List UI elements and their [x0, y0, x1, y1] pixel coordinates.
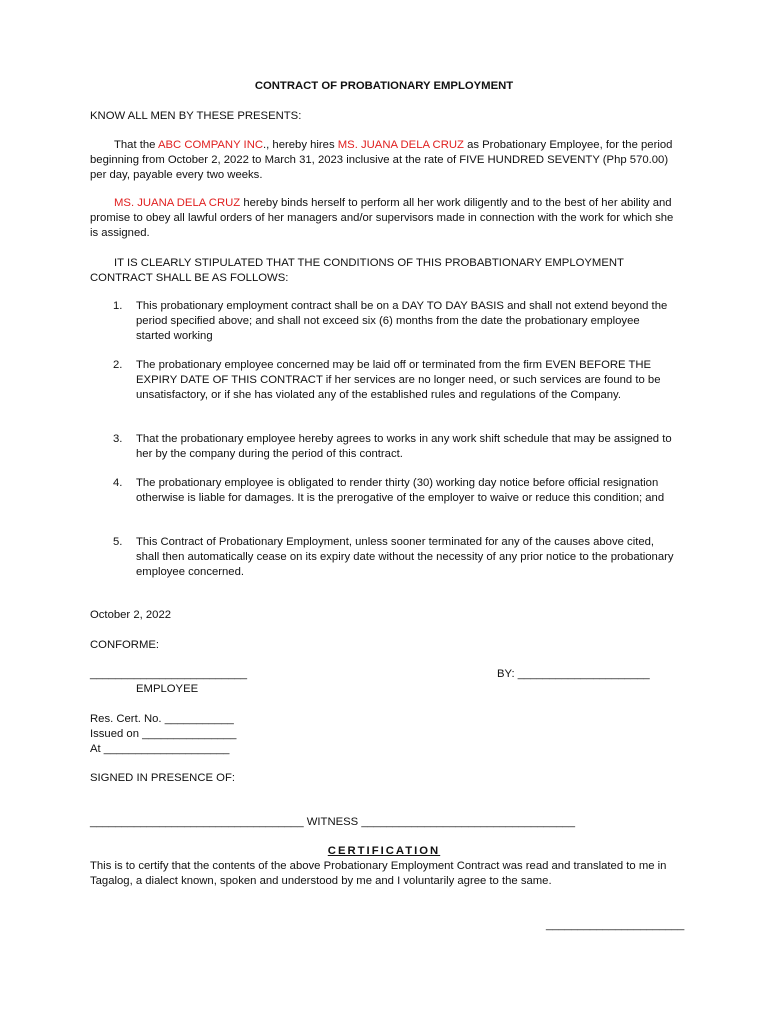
paragraph-hire [90, 138, 680, 183]
preamble: KNOW ALL MEN BY THESE PRESENTS: [90, 110, 302, 122]
company-name: ABC COMPANY INC [157, 139, 264, 151]
list-text: The probationary employee is obligated to render thirty (30) working day notice before official resignation otherwise is liable for damages. It is the prerogative of the employer to waive or reduce this condition; and [136, 477, 665, 504]
list-text: This Contract of Probationary Employment, unless sooner terminated for any of the causes above cited, shall then automatically cease on its expiry date without the necessity of any prior notice to the probationary employee concerned. [136, 536, 674, 578]
certification-title: CERTIFICATION [327, 845, 441, 857]
list-number: 5. [113, 536, 123, 548]
certification-text: This is to certify that the contents of the above Probationary Employment Contract was read and translated to me in Tagalog, a dialect known, spoken and understood by me and I voluntarily agree to the same. [90, 860, 667, 887]
list-text: This probationary employment contract shall be on a DAY TO DAY BASIS and shall not extend beyond the period specified above; and shall not exceed six (6) months from the date the probationary employee started working [136, 300, 668, 342]
conforme-label: CONFORME: [90, 639, 160, 651]
employee-signature-line: _________________________ [90, 668, 248, 680]
employee-name: MS. JUANA DELA CRUZ [337, 139, 464, 151]
list-text: That the probationary employee hereby agrees to works in any work shift schedule that may be assigned to her by the company during the period of this contract. [136, 433, 672, 460]
list-number: 3. [113, 433, 123, 445]
p2-text: hereby binds herself to perform all her work diligently and to the best of her ability and promise to obey all lawful orders of her managers and/or supervisors made in connection with the work for which she is assigned. [90, 197, 674, 239]
res-cert-field: Res. Cert. No. ___________ [90, 713, 234, 725]
p1-text-2: ., hereby hires [263, 139, 338, 151]
employee-name-2: MS. JUANA DELA CRUZ [114, 197, 241, 209]
certification-signature-line: ______________________ [546, 919, 685, 931]
list-number: 1. [113, 300, 123, 312]
employee-label: EMPLOYEE [136, 683, 199, 695]
witness-line: __________________________________ WITNESS __________________________________ [90, 816, 575, 828]
paragraph-duties [90, 196, 680, 241]
signed-presence-label: SIGNED IN PRESENCE OF: [90, 772, 236, 784]
at-field: At ____________________ [90, 743, 230, 755]
p1-text-1: That the [114, 139, 158, 151]
contract-date: October 2, 2022 [90, 609, 172, 621]
list-number: 4. [113, 477, 123, 489]
paragraph-stipulation: IT IS CLEARLY STIPULATED THAT THE CONDITIONS OF THIS PROBABTIONARY EMPLOYMENT CONTRACT SHALL BE AS FOLLOWS: [90, 257, 624, 284]
list-text: The probationary employee concerned may be laid off or terminated from the firm EVEN BEFORE THE EXPIRY DATE OF THIS CONTRACT if her services are no longer need, or such services are found to be unsatisfactory, or if she has violated any of the established rules and regulations of the Company. [136, 359, 661, 401]
list-number: 2. [113, 359, 123, 371]
issued-on-field: Issued on _______________ [90, 728, 237, 740]
p1-text-3: as Probationary Employee, for the period beginning from October 2, 2022 to March 31, 2023 inclusive at the rate of FIVE HUNDRED SEVENTY (Php 570.00) per day, payable every two weeks. [90, 139, 673, 181]
page-title: CONTRACT OF PROBATIONARY EMPLOYMENT [254, 80, 514, 92]
by-signature-line: BY: _____________________ [497, 668, 650, 680]
